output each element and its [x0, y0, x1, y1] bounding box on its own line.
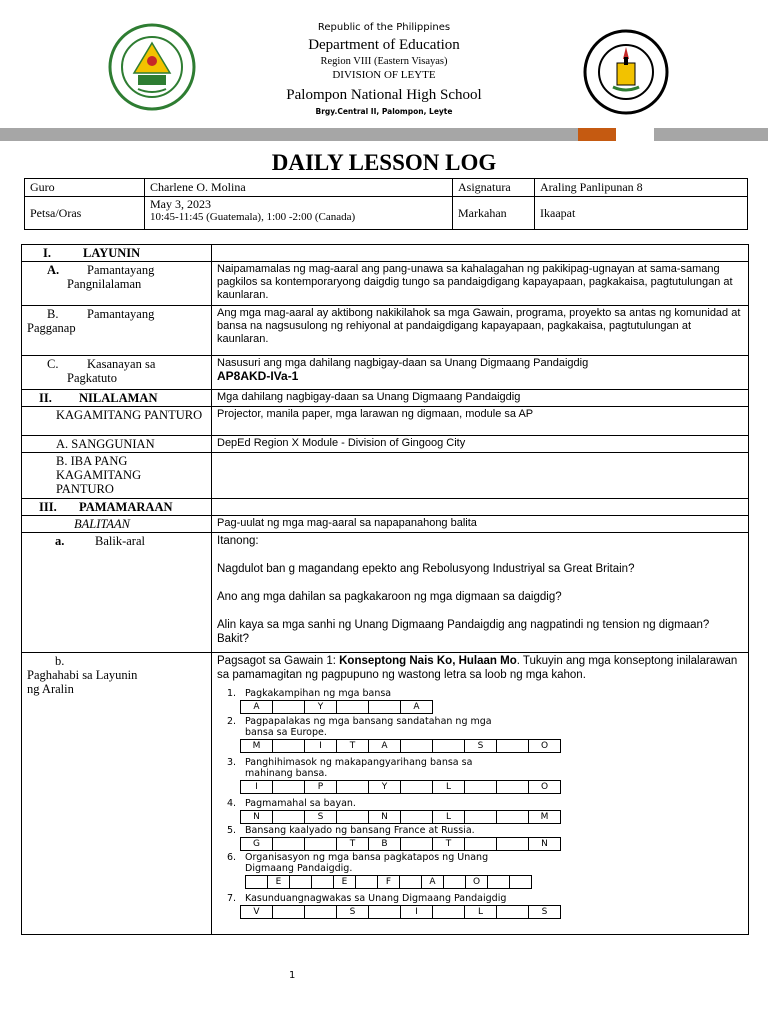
gawain-clue: Bansang kaalyado ng bansang France at Russia. — [245, 825, 475, 836]
gawain-letter-cell[interactable]: Y — [305, 701, 337, 713]
gawain-letter-cell[interactable] — [246, 876, 268, 888]
pamantayang-pagganap-text: Ang mga mag-aaral ay aktibong nakikilahok sa mga Gawain, programa, proyekto sa antas ng komunidad at bansa na nagsusulong ng rehiyonal at pandaigdigang kapayapaan, pagkakaisa, pagtutulungan at kaunlaran. — [212, 306, 749, 356]
school-name: Palompon National High School — [286, 87, 482, 103]
gawain-letter-cell[interactable]: A — [369, 740, 401, 752]
balitaan-text: Pag-uulat ng mga mag-aaral sa napapanahong balita — [212, 516, 749, 533]
region-line: Region VIII (Eastern Visayas) — [320, 56, 448, 67]
balik-aral-letter: a. — [55, 534, 65, 548]
pamamaraan-num: III. — [39, 500, 57, 514]
sanggunian-label: A. SANGGUNIAN — [22, 436, 212, 453]
kasanayan-code: AP8AKD-IVa-1 — [217, 369, 299, 383]
gawain-letter-cell[interactable] — [337, 781, 369, 793]
paghahabi-post: . Tukuyin ang mga konseptong inilalarawan sa pamamagitan ng pagpupuno ng wastong letra sa loob ng mga kahon. — [217, 655, 738, 681]
gawain-letter-cell[interactable] — [337, 811, 369, 823]
balik-aral-label — [22, 533, 212, 653]
paghahabi-letter: b. — [55, 654, 65, 668]
markahan-label: Markahan — [453, 197, 535, 230]
pamantayang-pangnilalaman-label — [22, 262, 212, 306]
gawain-letter-cell[interactable]: P — [305, 781, 337, 793]
gawain-clue: Panghihimasok ng makapangyarihang bansa sa mahinang bansa. — [245, 757, 473, 779]
gawain-item-number: 2. — [227, 716, 237, 727]
gawain-letter-cell[interactable] — [273, 811, 305, 823]
gawain-letter-cell[interactable]: B — [369, 838, 401, 850]
guro-value: Charlene O. Molina — [145, 179, 453, 197]
pamantayang-pangnilalaman-text: Naipamamalas ng mag-aaral ang pang-unawa sa kahalagahan ng pakikipag-ugnayan at sama-samang pagkilos sa kontemporaryong daigdig tungo sa pandaigdigang kapayapaan, pagkakaisa, pagtutulungan at kaunlaran. — [212, 262, 749, 306]
gawain-letter-cell[interactable]: E — [334, 876, 356, 888]
pamantayang-pagganap-label — [22, 306, 212, 356]
b-letter: B. — [47, 307, 59, 321]
gawain-answer-boxes — [240, 780, 561, 794]
gawain-letter-cell[interactable]: L — [433, 781, 465, 793]
gawain-letter-cell[interactable] — [433, 740, 465, 752]
department-line: Department of Education — [308, 37, 460, 53]
gawain-letter-cell[interactable]: N — [541, 839, 548, 849]
petsa-time: 10:45-11:45 (Guatemala), 1:00 -2:00 (Canada) — [150, 211, 356, 223]
guro-label: Guro — [25, 179, 145, 197]
pamamaraan-title: PAMAMARAAN — [79, 500, 173, 514]
gawain-letter-cell[interactable] — [497, 740, 529, 752]
gawain-letter-cell[interactable]: M — [540, 812, 549, 822]
nilalaman-heading — [22, 390, 212, 407]
c-label-1: Kasanayan sa — [87, 357, 156, 371]
paghahabi-instructions — [217, 654, 743, 682]
gawain-letter-cell[interactable] — [433, 906, 465, 918]
pamamaraan-heading — [22, 499, 212, 516]
gawain-answer-boxes — [240, 739, 561, 753]
asignatura-value: Araling Panlipunan 8 — [535, 179, 748, 197]
gawain-letter-cell[interactable]: I — [305, 740, 337, 752]
layunin-heading — [22, 245, 212, 262]
gawain-letter-cell[interactable]: S — [337, 906, 369, 918]
sanggunian-text: DepEd Region X Module - Division of Gingoog City — [212, 436, 749, 453]
gawain-letter-cell[interactable]: A — [241, 701, 273, 713]
gawain-answer-boxes — [240, 905, 561, 919]
gawain-clue: Pagpapalakas ng mga bansang sandatahan ng mga bansa sa Europe. — [245, 716, 492, 738]
gawain-letter-cell[interactable]: E — [268, 876, 290, 888]
kasanayan-desc: Nasusuri ang mga dahilang nagbigay-daan sa Unang Digmaang Pandaigdig — [217, 357, 589, 369]
petsa-value — [145, 197, 453, 230]
gawain-letter-cell[interactable] — [290, 876, 312, 888]
gawain-letter-cell[interactable]: I — [241, 781, 273, 793]
gawain-letter-cell[interactable]: L — [465, 906, 497, 918]
b-label: Pamantayang Pagganap — [27, 307, 155, 335]
gawain-answer-boxes — [245, 875, 532, 889]
gawain-letter-cell[interactable]: N — [241, 811, 273, 823]
gawain-letter-cell[interactable]: F — [378, 876, 400, 888]
gawain-letter-cell[interactable] — [305, 838, 337, 850]
gawain-letter-cell[interactable]: Y — [369, 781, 401, 793]
gawain-letter-cell[interactable] — [273, 838, 305, 850]
gawain-letter-cell[interactable] — [400, 876, 422, 888]
gawain-letter-cell[interactable]: O — [540, 741, 549, 751]
petsa-date: May 3, 2023 — [150, 197, 211, 211]
gawain-letter-cell[interactable]: G — [241, 838, 273, 850]
gawain-letter-cell[interactable]: V — [241, 906, 273, 918]
gawain-letter-cell[interactable] — [444, 876, 466, 888]
gawain-answer-boxes — [240, 810, 561, 824]
paghahabi-pre: Pagsagot sa Gawain 1: — [217, 655, 340, 667]
header-bar-orange — [578, 128, 616, 141]
republic-line: Republic of the Philippines — [317, 22, 451, 33]
gawain-letter-cell[interactable] — [273, 906, 305, 918]
gawain-letter-cell[interactable]: S — [465, 740, 497, 752]
layunin-num: I. — [43, 246, 51, 260]
gawain-letter-cell[interactable]: L — [433, 811, 465, 823]
gawain-item-number: 5. — [227, 825, 237, 836]
nilalaman-title: NILALAMAN — [79, 391, 158, 405]
markahan-value: Ikaapat — [535, 197, 748, 230]
balitaan-label: BALITAAN — [22, 516, 212, 533]
kagamitan-text: Projector, manila paper, mga larawan ng digmaan, module sa AP — [212, 407, 749, 436]
balik-aral-content — [212, 533, 749, 653]
c-letter: C. — [47, 357, 59, 371]
kasanayan-text — [212, 356, 749, 390]
paghahabi-label — [22, 653, 212, 935]
petsa-label: Petsa/Oras — [25, 197, 145, 230]
header-bar-gray-right — [654, 128, 768, 141]
gawain-letter-cell[interactable]: N — [369, 811, 401, 823]
gawain-item-number: 6. — [227, 852, 237, 863]
balik-aral-q2: Ano ang mga dahilan sa pagkakaroon ng mga digmaan sa daigdig? — [217, 591, 562, 603]
gawain-letter-cell[interactable]: O — [540, 782, 549, 792]
gawain-letter-cell[interactable] — [401, 740, 433, 752]
gawain-clue: Pagkakampihan ng mga bansa — [245, 688, 392, 699]
a-label-2: Pangnilalaman — [67, 277, 142, 291]
asignatura-label: Asignatura — [453, 179, 535, 197]
gawain-letter-cell[interactable]: T — [337, 838, 369, 850]
gawain-letter-cell[interactable] — [497, 906, 529, 918]
gawain-item-number: 3. — [227, 757, 237, 768]
gawain-letter-cell[interactable] — [401, 838, 433, 850]
c-label-2: Pagkatuto — [67, 371, 117, 385]
nilalaman-text: Mga dahilang nagbigay-daan sa Unang Digmaang Pandaigdig — [212, 390, 749, 407]
layunin-blank — [212, 245, 749, 262]
gawain-letter-cell[interactable] — [497, 838, 529, 850]
gawain-item-number: 4. — [227, 798, 237, 809]
gawain-letter-cell[interactable] — [273, 701, 305, 713]
gawain-letter-cell[interactable] — [305, 906, 337, 918]
gawain-letter-cell[interactable] — [465, 838, 497, 850]
gawain-answer-boxes — [240, 837, 561, 851]
info-table — [24, 178, 748, 230]
balik-aral-q3: Alin kaya sa mga sanhi ng Unang Digmaang Pandaigdig ang nagpatindi ng tension ng digmaan? Bakit? — [217, 619, 710, 645]
balik-aral-q1: Nagdulot ban g magandang epekto ang Rebolusyong Industriyal sa Great Britain? — [217, 563, 635, 575]
gawain-item-number: 7. — [227, 893, 237, 904]
gawain-letter-cell[interactable] — [465, 781, 497, 793]
gawain-letter-cell[interactable] — [510, 876, 531, 888]
gawain-letter-cell[interactable]: S — [305, 811, 337, 823]
gawain-clue: Kasunduangnagwakas sa Unang Digmaang Pandaigdig — [245, 893, 507, 904]
gawain-letter-cell[interactable] — [337, 701, 369, 713]
gawain-letter-cell[interactable]: I — [401, 906, 433, 918]
a-letter: A. — [47, 263, 60, 277]
iba-pang-label: B. IBA PANG KAGAMITANG PANTURO — [22, 453, 212, 499]
gawain-letter-cell[interactable]: S — [541, 907, 548, 917]
gawain-letter-cell[interactable]: M — [241, 740, 273, 752]
gawain-letter-cell[interactable] — [465, 811, 497, 823]
page-number: 1 — [289, 970, 296, 981]
gawain-letter-cell[interactable]: A — [422, 876, 444, 888]
gawain-letter-cell[interactable] — [356, 876, 378, 888]
kagamitan-label: KAGAMITANG PANTURO — [22, 407, 212, 436]
page-title: DAILY LESSON LOG — [271, 150, 497, 175]
gawain-letter-cell[interactable] — [312, 876, 334, 888]
pamamaraan-blank — [212, 499, 749, 516]
division-line: DIVISION OF LEYTE — [332, 69, 436, 81]
header-bar-gray — [0, 128, 616, 141]
gawain-letter-cell[interactable] — [497, 811, 529, 823]
gawain-answer-boxes — [240, 700, 433, 714]
gawain-letter-cell[interactable] — [497, 781, 529, 793]
a-label-1: Pamantayang — [87, 263, 155, 277]
gawain-letter-cell[interactable] — [401, 781, 433, 793]
gawain-letter-cell[interactable]: A — [413, 702, 420, 712]
gawain-letter-cell[interactable]: O — [466, 876, 488, 888]
gawain-letter-cell[interactable] — [369, 906, 401, 918]
gawain-letter-cell[interactable]: T — [433, 838, 465, 850]
nilalaman-num: II. — [39, 391, 52, 405]
paghahabi-title: Paghahabi sa Layunin ng Aralin — [27, 668, 138, 696]
balik-aral-title: Balik-aral — [95, 534, 145, 548]
gawain-letter-cell[interactable] — [273, 781, 305, 793]
gawain-item-number: 1. — [227, 688, 237, 699]
gawain-letter-cell[interactable] — [273, 740, 305, 752]
gawain-letter-cell[interactable] — [488, 876, 510, 888]
paghahabi-activity-title: Konseptong Nais Ko, Hulaan Mo — [339, 655, 517, 667]
school-address: Brgy.Central II, Palompon, Leyte — [315, 107, 453, 116]
kasanayan-label — [22, 356, 212, 390]
layunin-title: LAYUNIN — [83, 246, 141, 260]
gawain-letter-cell[interactable] — [369, 701, 401, 713]
gawain-letter-cell[interactable]: T — [337, 740, 369, 752]
gawain-clue: Pagmamahal sa bayan. — [245, 798, 356, 809]
gawain-letter-cell[interactable] — [401, 811, 433, 823]
iba-pang-text — [212, 453, 749, 499]
gawain-clue: Organisasyon ng mga bansa pagkatapos ng Unang Digmaang Pandaigdig. — [245, 852, 489, 874]
balik-aral-intro: Itanong: — [217, 535, 259, 547]
